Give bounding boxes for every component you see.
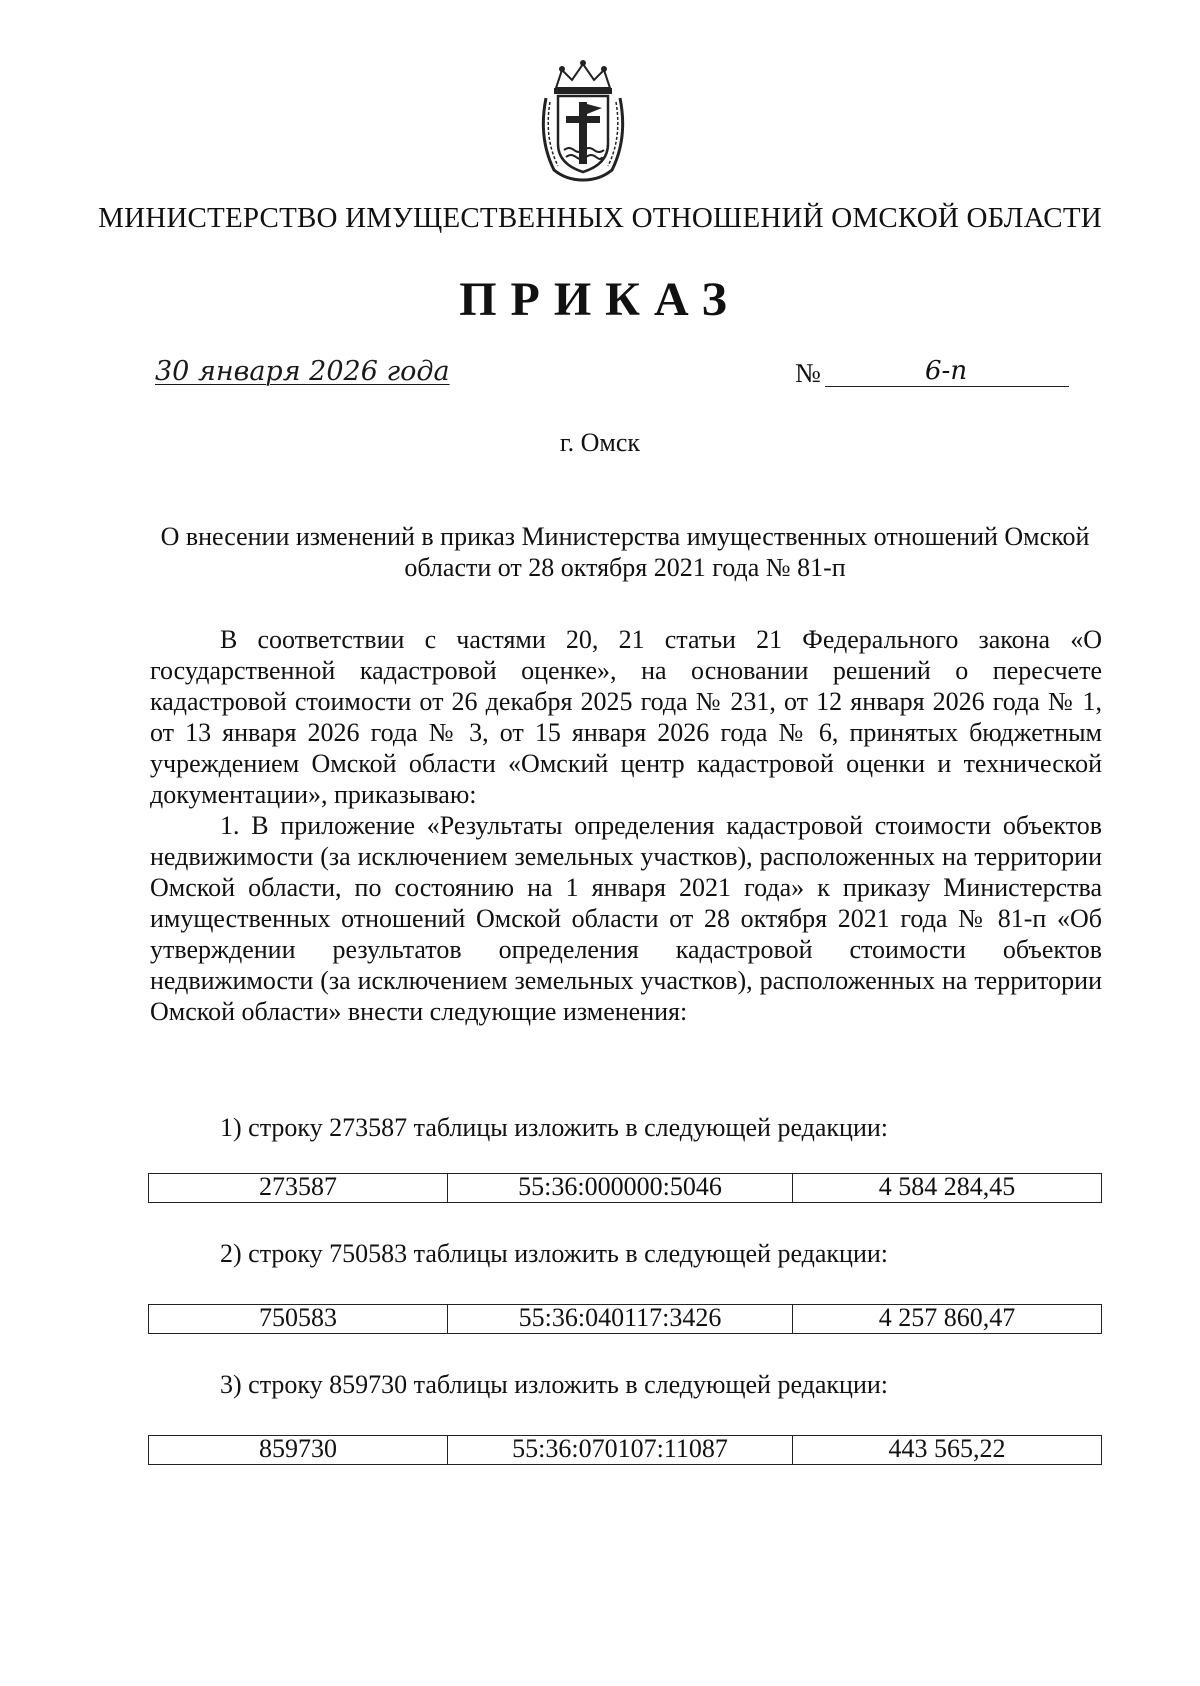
- handwritten-number: 6-п: [925, 356, 968, 386]
- ministry-name: МИНИСТЕРСТВО ИМУЩЕСТВЕННЫХ ОТНОШЕНИЙ ОМСКОЙ ОБЛАСТИ: [98, 202, 1102, 234]
- body-text: [150, 624, 1102, 1027]
- cadastral-value-cell: 4 257 860,47: [878, 1303, 1016, 1332]
- row-number-cell: 750583: [149, 1305, 448, 1333]
- cadastral-value-cell: 443 565,22: [888, 1434, 1006, 1463]
- table-row-1: [148, 1173, 1102, 1203]
- city: г. Омск: [559, 428, 641, 457]
- item-2-text: 2) строку 750583 таблицы изложить в следующей редакции:: [220, 1239, 889, 1268]
- coat-of-arms-icon: [536, 58, 630, 182]
- cadastral-value-cell: 4 584 284,45: [878, 1172, 1016, 1201]
- number-underline: [825, 386, 1069, 387]
- row-number-cell: 273587: [149, 1174, 448, 1202]
- table-row-2: [148, 1304, 1102, 1334]
- point-1-paragraph: 1. В приложение «Результаты определения кадастровой стоимости объектов недвижимости (за исключением земельных участков), расположенных на территории Омской области, по состоянию на 1 января 2021 года» к приказу Министерства имущественных отношений Омской области от 28 октября 2021 года № 81-п «Об утверждении результатов определения кадастровой стоимости объектов недвижимости (за исключением земельных участков), расположенных на территории Омской области» внести следующие изменения:: [150, 811, 1102, 1026]
- item-1-text: 1) строку 273587 таблицы изложить в следующей редакции:: [220, 1113, 889, 1142]
- cadastral-number-cell: 55:36:000000:5046: [448, 1174, 793, 1202]
- document-number: [795, 358, 1075, 394]
- preamble-paragraph: В соответствии с частями 20, 21 статьи 21 Федерального закона «О государственной кадастровой оценке», на основании решений о пересчете кадастровой стоимости от 26 декабря 2025 года № 231, от 12 января 2026 года № 1, от 13 января 2026 года № 3, от 15 января 2026 года № 6, принятых бюджетным учреждением Омской области «Омский центр кадастровой оценки и технической документации», приказываю:: [150, 625, 1102, 809]
- cadastral-number-cell: 55:36:070107:11087: [448, 1436, 793, 1464]
- document-type-title: ПРИКАЗ: [459, 273, 741, 326]
- handwritten-date: 30 января 2026 года: [155, 356, 450, 387]
- number-label: №: [795, 358, 821, 388]
- row-number-cell: 859730: [149, 1436, 448, 1464]
- document-subject: О внесении изменений в приказ Министерства имущественных отношений Омской области от 28 октября 2021 года № 81-п: [160, 522, 1090, 582]
- table-row-3: [148, 1435, 1102, 1465]
- item-3-text: 3) строку 859730 таблицы изложить в следующей редакции:: [220, 1370, 889, 1399]
- cadastral-number-cell: 55:36:040117:3426: [448, 1305, 793, 1333]
